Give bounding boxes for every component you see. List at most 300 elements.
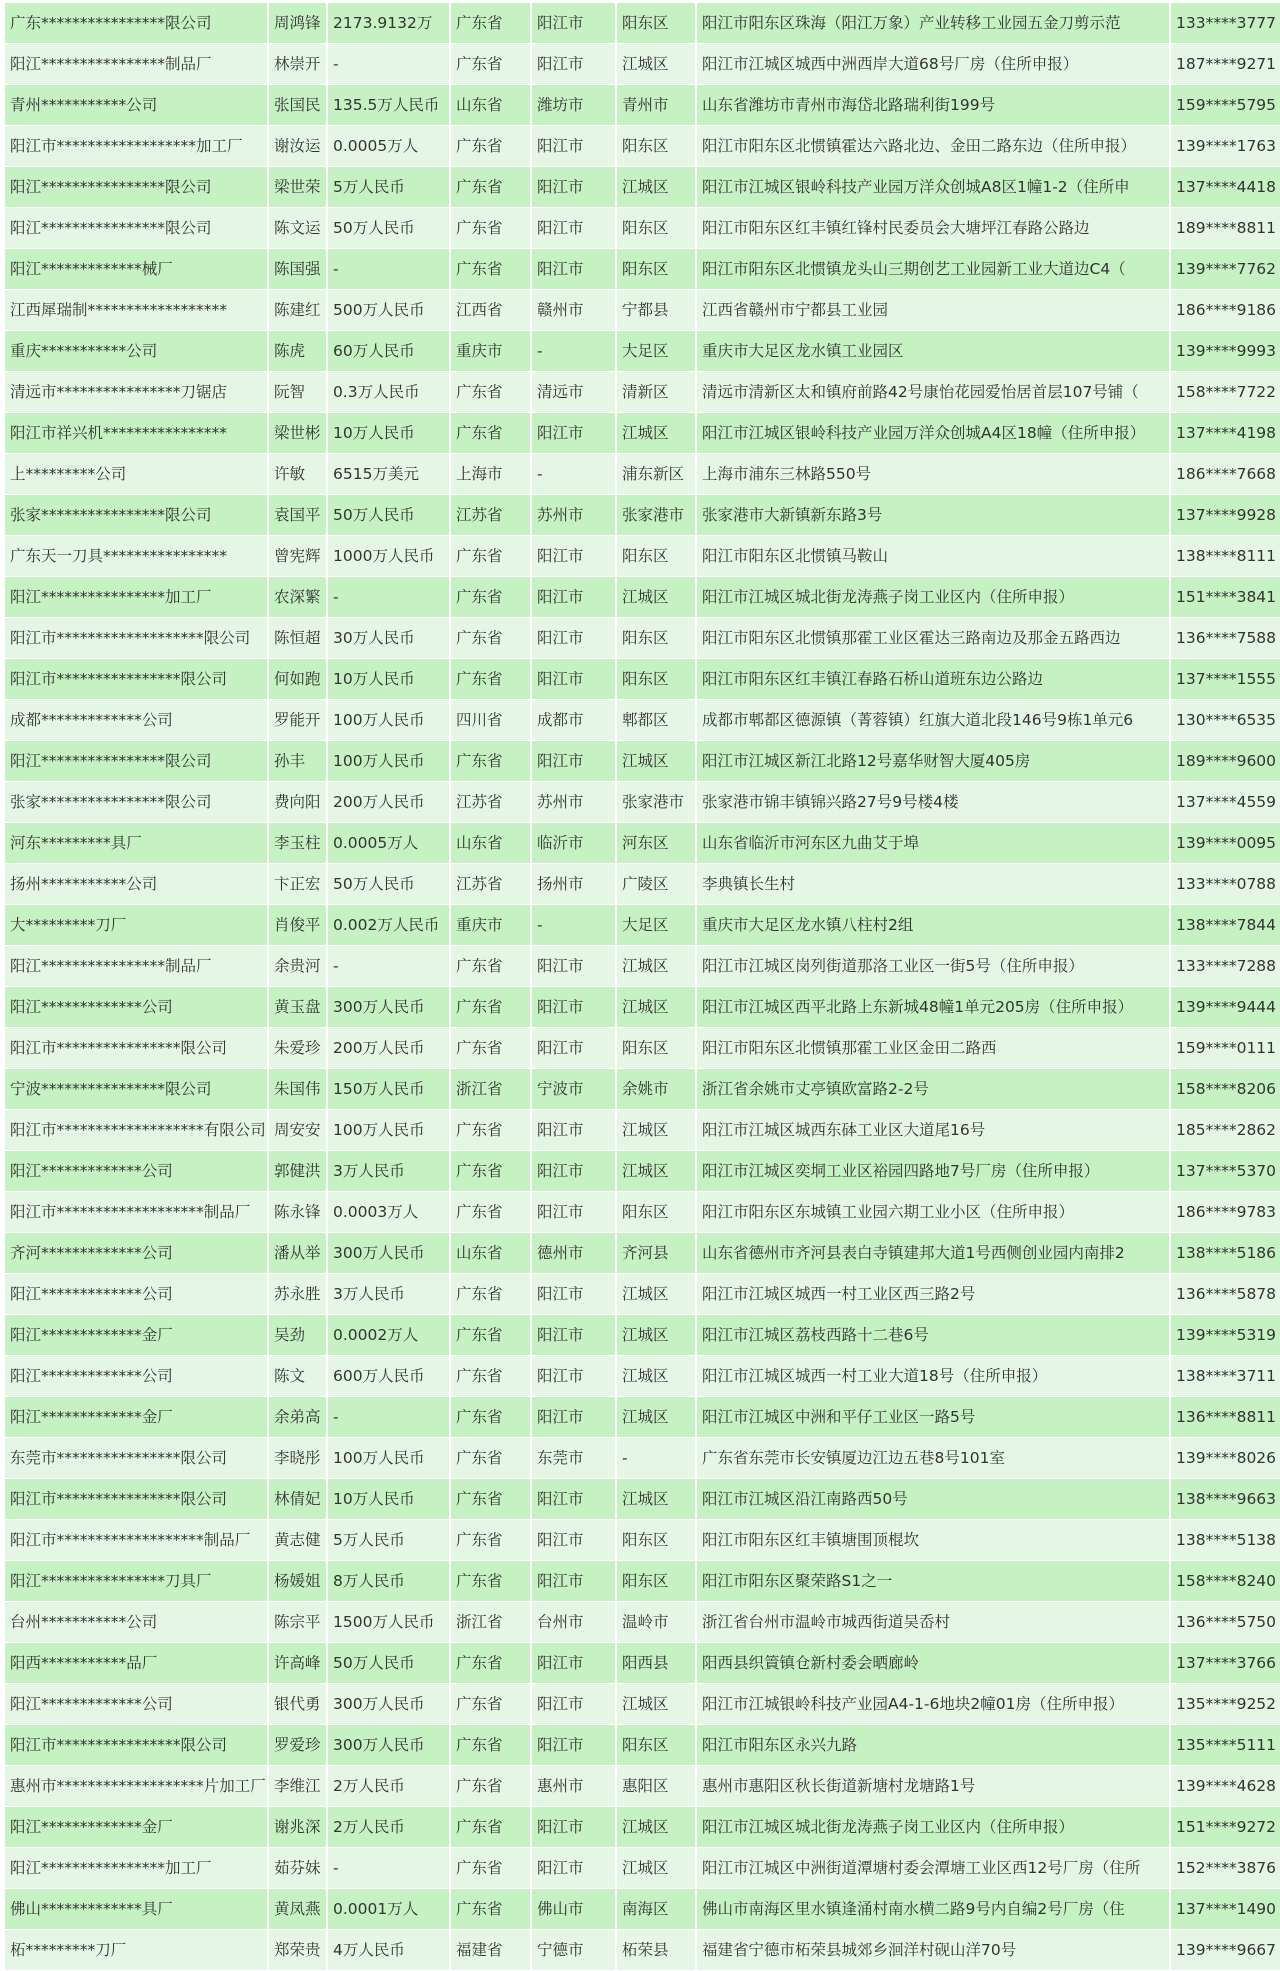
table-row [5,331,1280,372]
address-cell: 阳江市江城区城西一村工业区西三路2号 [697,1274,1169,1315]
company-name-cell: 阳江*************金厂 [5,1807,267,1848]
district-cell: 阳东区 [617,659,695,700]
city-cell: 阳江市 [532,1192,615,1233]
district-cell: 张家港市 [617,782,695,823]
registered-capital-cell: - [328,1397,449,1438]
table-row [5,1766,1280,1807]
table-row [5,208,1280,249]
table-body [5,3,1280,1971]
registered-capital-cell: 300万人民币 [328,1684,449,1725]
city-cell: 德州市 [532,1233,615,1274]
address-cell: 阳江市阳东区东城镇工业园六期工业小区（住所申报） [697,1192,1169,1233]
address-cell: 山东省临沂市河东区九曲艾于埠 [697,823,1169,864]
legal-person-cell: 许敏 [269,454,326,495]
company-name-cell: 阳江市*******************制品厂 [5,1520,267,1561]
district-cell: 南海区 [617,1889,695,1930]
legal-person-cell: 谢兆深 [269,1807,326,1848]
registered-capital-cell: 5万人民币 [328,167,449,208]
phone-cell: 189****9600 [1171,741,1280,782]
legal-person-cell: 费向阳 [269,782,326,823]
registered-capital-cell: 6515万美元 [328,454,449,495]
phone-cell: 158****8240 [1171,1561,1280,1602]
province-cell: 广东省 [451,1315,530,1356]
company-name-cell: 阳江*************金厂 [5,1397,267,1438]
phone-cell: 138****7844 [1171,905,1280,946]
district-cell: 阳东区 [617,208,695,249]
registered-capital-cell: 300万人民币 [328,1725,449,1766]
address-cell: 阳江市江城区银岭科技产业园万洋众创城A8区1幢1-2（住所申 [697,167,1169,208]
company-name-cell: 阳江*************公司 [5,1684,267,1725]
city-cell: 阳江市 [532,946,615,987]
company-name-cell: 阳江*************公司 [5,1274,267,1315]
district-cell: 江城区 [617,1110,695,1151]
city-cell: 阳江市 [532,126,615,167]
legal-person-cell: 余贵河 [269,946,326,987]
province-cell: 江苏省 [451,782,530,823]
table-row [5,987,1280,1028]
province-cell: 广东省 [451,946,530,987]
legal-person-cell: 梁世彬 [269,413,326,454]
city-cell: 潍坊市 [532,85,615,126]
district-cell: 张家港市 [617,495,695,536]
company-name-cell: 齐河*************公司 [5,1233,267,1274]
district-cell: 浦东新区 [617,454,695,495]
phone-cell: 137****4559 [1171,782,1280,823]
company-name-cell: 重庆***********公司 [5,331,267,372]
registered-capital-cell: 100万人民币 [328,1110,449,1151]
province-cell: 广东省 [451,372,530,413]
district-cell: 江城区 [617,413,695,454]
address-cell: 江西省赣州市宁都县工业园 [697,290,1169,331]
address-cell: 阳江市江城区中洲街道潭塘村委会潭塘工业区西12号厂房（住所 [697,1848,1169,1889]
phone-cell: 139****9444 [1171,987,1280,1028]
district-cell: 广陵区 [617,864,695,905]
city-cell: 阳江市 [532,1520,615,1561]
table-row [5,1151,1280,1192]
province-cell: 浙江省 [451,1602,530,1643]
district-cell: 阳东区 [617,3,695,44]
address-cell: 阳江市江城区城北街龙涛燕子岗工业区内（住所申报） [697,1807,1169,1848]
address-cell: 清远市清新区太和镇府前路42号康怡花园爱怡居首层107号铺（ [697,372,1169,413]
legal-person-cell: 罗爱珍 [269,1725,326,1766]
address-cell: 阳江市江城区新江北路12号嘉华财智大厦405房 [697,741,1169,782]
company-name-cell: 阳江****************刀具厂 [5,1561,267,1602]
province-cell: 广东省 [451,1479,530,1520]
registered-capital-cell: 100万人民币 [328,1438,449,1479]
company-name-cell: 河东*********具厂 [5,823,267,864]
registered-capital-cell: 300万人民币 [328,987,449,1028]
district-cell: 江城区 [617,946,695,987]
district-cell: 宁都县 [617,290,695,331]
company-name-cell: 广东****************限公司 [5,3,267,44]
address-cell: 阳江市阳东区北惯镇那霍工业区金田二路西 [697,1028,1169,1069]
legal-person-cell: 郭健洪 [269,1151,326,1192]
city-cell: 阳江市 [532,577,615,618]
legal-person-cell: 周鸿锋 [269,3,326,44]
registered-capital-cell: 2173.9132万 [328,3,449,44]
address-cell: 浙江省余姚市丈亭镇欧富路2-2号 [697,1069,1169,1110]
district-cell: 江城区 [617,1397,695,1438]
district-cell: 大足区 [617,905,695,946]
legal-person-cell: 孙丰 [269,741,326,782]
district-cell: 余姚市 [617,1069,695,1110]
company-name-cell: 张家****************限公司 [5,782,267,823]
province-cell: 广东省 [451,741,530,782]
registered-capital-cell: 3万人民币 [328,1151,449,1192]
phone-cell: 152****3876 [1171,1848,1280,1889]
district-cell: 柘荣县 [617,1930,695,1971]
legal-person-cell: 肖俊平 [269,905,326,946]
legal-person-cell: 周安安 [269,1110,326,1151]
city-cell: 阳江市 [532,741,615,782]
registered-capital-cell: 2万人民币 [328,1807,449,1848]
province-cell: 江苏省 [451,495,530,536]
city-cell: 东莞市 [532,1438,615,1479]
province-cell: 广东省 [451,208,530,249]
legal-person-cell: 苏永胜 [269,1274,326,1315]
legal-person-cell: 郑荣贵 [269,1930,326,1971]
table-row [5,782,1280,823]
legal-person-cell: 罗能开 [269,700,326,741]
company-name-cell: 阳江市****************限公司 [5,659,267,700]
legal-person-cell: 黄玉盘 [269,987,326,1028]
province-cell: 广东省 [451,167,530,208]
table-row [5,167,1280,208]
legal-person-cell: 李维江 [269,1766,326,1807]
registered-capital-cell: 60万人民币 [328,331,449,372]
table-row [5,290,1280,331]
address-cell: 阳江市江城区荔枝西路十二巷6号 [697,1315,1169,1356]
registered-capital-cell: 0.0002万人 [328,1315,449,1356]
table-row [5,700,1280,741]
city-cell: 阳江市 [532,1684,615,1725]
registered-capital-cell: 10万人民币 [328,413,449,454]
phone-cell: 158****8206 [1171,1069,1280,1110]
registered-capital-cell: 50万人民币 [328,495,449,536]
registered-capital-cell: 50万人民币 [328,1643,449,1684]
city-cell: 阳江市 [532,1643,615,1684]
province-cell: 江苏省 [451,864,530,905]
company-name-cell: 张家****************限公司 [5,495,267,536]
address-cell: 阳江市江城区中洲和平仔工业区一路5号 [697,1397,1169,1438]
table-row [5,1397,1280,1438]
district-cell: 阳东区 [617,1520,695,1561]
registered-capital-cell: 1000万人民币 [328,536,449,577]
city-cell: 扬州市 [532,864,615,905]
phone-cell: 139****0095 [1171,823,1280,864]
city-cell: 宁德市 [532,1930,615,1971]
legal-person-cell: 李玉柱 [269,823,326,864]
company-name-cell: 阳江****************限公司 [5,741,267,782]
province-cell: 广东省 [451,987,530,1028]
table-row [5,1274,1280,1315]
city-cell: - [532,905,615,946]
company-name-cell: 上*********公司 [5,454,267,495]
address-cell: 阳江市江城区银岭科技产业园万洋众创城A4区18幢（住所申报） [697,413,1169,454]
company-name-cell: 阳西***********品厂 [5,1643,267,1684]
legal-person-cell: 潘从举 [269,1233,326,1274]
registered-capital-cell: 0.0005万人 [328,823,449,864]
address-cell: 重庆市大足区龙水镇工业园区 [697,331,1169,372]
table-row [5,1315,1280,1356]
company-name-cell: 台州***********公司 [5,1602,267,1643]
table-row [5,1807,1280,1848]
phone-cell: 133****3777 [1171,3,1280,44]
city-cell: 成都市 [532,700,615,741]
company-table [3,3,1280,1971]
phone-cell: 136****5878 [1171,1274,1280,1315]
district-cell: 江城区 [617,44,695,85]
registered-capital-cell: 200万人民币 [328,1028,449,1069]
registered-capital-cell: 150万人民币 [328,1069,449,1110]
legal-person-cell: 朱国伟 [269,1069,326,1110]
address-cell: 阳江市阳东区聚荣路S1之一 [697,1561,1169,1602]
address-cell: 阳江市阳东区北惯镇那霍工业区霍达三路南边及那金五路西边 [697,618,1169,659]
city-cell: 阳江市 [532,1151,615,1192]
legal-person-cell: 曾宪辉 [269,536,326,577]
legal-person-cell: 梁世荣 [269,167,326,208]
phone-cell: 136****5750 [1171,1602,1280,1643]
company-name-cell: 成都*************公司 [5,700,267,741]
registered-capital-cell: - [328,946,449,987]
province-cell: 广东省 [451,126,530,167]
district-cell: 江城区 [617,167,695,208]
legal-person-cell: 林崇开 [269,44,326,85]
company-name-cell: 阳江市*******************有限公司 [5,1110,267,1151]
table-row [5,249,1280,290]
phone-cell: 139****4628 [1171,1766,1280,1807]
table-row [5,372,1280,413]
province-cell: 福建省 [451,1930,530,1971]
province-cell: 广东省 [451,659,530,700]
company-name-cell: 扬州***********公司 [5,864,267,905]
table-row [5,413,1280,454]
registered-capital-cell: 135.5万人民币 [328,85,449,126]
legal-person-cell: 陈虎 [269,331,326,372]
company-name-cell: 东莞市****************限公司 [5,1438,267,1479]
city-cell: 清远市 [532,372,615,413]
province-cell: 广东省 [451,1028,530,1069]
phone-cell: 137****1555 [1171,659,1280,700]
table-row [5,1602,1280,1643]
registered-capital-cell: 100万人民币 [328,741,449,782]
phone-cell: 137****4198 [1171,413,1280,454]
district-cell: 江城区 [617,1315,695,1356]
city-cell: 临沂市 [532,823,615,864]
registered-capital-cell: 10万人民币 [328,659,449,700]
city-cell: 阳江市 [532,987,615,1028]
registered-capital-cell: - [328,577,449,618]
registered-capital-cell: - [328,44,449,85]
address-cell: 阳江市阳东区红丰镇江春路石桥山道班东边公路边 [697,659,1169,700]
phone-cell: 138****5186 [1171,1233,1280,1274]
district-cell: 阳东区 [617,1725,695,1766]
district-cell: 阳东区 [617,126,695,167]
address-cell: 张家港市大新镇新东路3号 [697,495,1169,536]
table-row [5,1725,1280,1766]
legal-person-cell: 陈国强 [269,249,326,290]
phone-cell: 159****5795 [1171,85,1280,126]
district-cell: 齐河县 [617,1233,695,1274]
address-cell: 福建省宁德市柘荣县城郊乡洄洋村砚山洋70号 [697,1930,1169,1971]
table-row [5,1356,1280,1397]
registered-capital-cell: 10万人民币 [328,1479,449,1520]
district-cell: 江城区 [617,741,695,782]
phone-cell: 138****8111 [1171,536,1280,577]
phone-cell: 136****8811 [1171,1397,1280,1438]
address-cell: 阳江市江城区奕垌工业区裕园四路地7号厂房（住所申报） [697,1151,1169,1192]
table-row [5,1438,1280,1479]
city-cell: 赣州市 [532,290,615,331]
district-cell: 温岭市 [617,1602,695,1643]
address-cell: 李典镇长生村 [697,864,1169,905]
legal-person-cell: 朱爱珍 [269,1028,326,1069]
city-cell: 阳江市 [532,3,615,44]
address-cell: 佛山市南海区里水镇逢涌村南水横二路9号内自编2号厂房（住 [697,1889,1169,1930]
registered-capital-cell: 0.0001万人 [328,1889,449,1930]
legal-person-cell: 银代勇 [269,1684,326,1725]
company-name-cell: 阳江市******************加工厂 [5,126,267,167]
address-cell: 阳江市江城区沿江南路西50号 [697,1479,1169,1520]
address-cell: 广东省东莞市长安镇厦边江边五巷8号101室 [697,1438,1169,1479]
table-row [5,577,1280,618]
province-cell: 广东省 [451,413,530,454]
address-cell: 上海市浦东三林路550号 [697,454,1169,495]
province-cell: 广东省 [451,1684,530,1725]
phone-cell: 137****1490 [1171,1889,1280,1930]
address-cell: 阳江市江城区城北街龙涛燕子岗工业区内（住所申报） [697,577,1169,618]
district-cell: 阳东区 [617,1028,695,1069]
province-cell: 广东省 [451,1192,530,1233]
phone-cell: 151****3841 [1171,577,1280,618]
province-cell: 广东省 [451,249,530,290]
legal-person-cell: 陈永锋 [269,1192,326,1233]
phone-cell: 139****1763 [1171,126,1280,167]
table-row [5,1110,1280,1151]
province-cell: 广东省 [451,1438,530,1479]
legal-person-cell: 许高峰 [269,1643,326,1684]
address-cell: 成都市郫都区德源镇（菁蓉镇）红旗大道北段146号9栋1单元6 [697,700,1169,741]
province-cell: 广东省 [451,1725,530,1766]
province-cell: 广东省 [451,536,530,577]
registered-capital-cell: 4万人民币 [328,1930,449,1971]
table-row [5,1848,1280,1889]
city-cell: 阳江市 [532,536,615,577]
province-cell: 广东省 [451,1848,530,1889]
company-name-cell: 阳江市*******************限公司 [5,618,267,659]
city-cell: 阳江市 [532,249,615,290]
legal-person-cell: 谢汝运 [269,126,326,167]
province-cell: 广东省 [451,618,530,659]
district-cell: 江城区 [617,1274,695,1315]
city-cell: 阳江市 [532,1315,615,1356]
registered-capital-cell: 50万人民币 [328,864,449,905]
province-cell: 山东省 [451,85,530,126]
city-cell: 阳江市 [532,1028,615,1069]
city-cell: 阳江市 [532,44,615,85]
province-cell: 广东省 [451,1766,530,1807]
legal-person-cell: 陈文运 [269,208,326,249]
city-cell: 阳江市 [532,618,615,659]
address-cell: 山东省潍坊市青州市海岱北路瑞利街199号 [697,85,1169,126]
phone-cell: 186****9783 [1171,1192,1280,1233]
table-row [5,1643,1280,1684]
phone-cell: 137****4418 [1171,167,1280,208]
phone-cell: 137****9928 [1171,495,1280,536]
table-row [5,1520,1280,1561]
phone-cell: 151****9272 [1171,1807,1280,1848]
phone-cell: 186****7668 [1171,454,1280,495]
registered-capital-cell: 300万人民币 [328,1233,449,1274]
company-name-cell: 阳江市****************限公司 [5,1028,267,1069]
company-name-cell: 阳江市祥兴机**************** [5,413,267,454]
province-cell: 广东省 [451,1889,530,1930]
province-cell: 浙江省 [451,1069,530,1110]
address-cell: 阳江市江城区城西东砵工业区大道尾16号 [697,1110,1169,1151]
table-row [5,741,1280,782]
registered-capital-cell: 3万人民币 [328,1274,449,1315]
district-cell: 江城区 [617,577,695,618]
district-cell: 江城区 [617,987,695,1028]
phone-cell: 185****2862 [1171,1110,1280,1151]
company-name-cell: 青州***********公司 [5,85,267,126]
district-cell: 青州市 [617,85,695,126]
district-cell: 阳西县 [617,1643,695,1684]
table-row [5,905,1280,946]
legal-person-cell: 黄凤燕 [269,1889,326,1930]
district-cell: 阳东区 [617,1192,695,1233]
table-row [5,864,1280,905]
table-row [5,1233,1280,1274]
company-name-cell: 阳江****************加工厂 [5,577,267,618]
city-cell: 阳江市 [532,1561,615,1602]
district-cell: 大足区 [617,331,695,372]
phone-cell: 139****9667 [1171,1930,1280,1971]
registered-capital-cell: 200万人民币 [328,782,449,823]
registered-capital-cell: - [328,249,449,290]
legal-person-cell: 陈宗平 [269,1602,326,1643]
address-cell: 阳江市江城区城西中洲西岸大道68号厂房（住所申报） [697,44,1169,85]
city-cell: 阳江市 [532,1725,615,1766]
phone-cell: 137****5370 [1171,1151,1280,1192]
legal-person-cell: 卞正宏 [269,864,326,905]
address-cell: 阳江市阳东区北惯镇马鞍山 [697,536,1169,577]
province-cell: 山东省 [451,1233,530,1274]
city-cell: 阳江市 [532,1110,615,1151]
phone-cell: 159****0111 [1171,1028,1280,1069]
company-name-cell: 柘*********刀厂 [5,1930,267,1971]
registered-capital-cell: 1500万人民币 [328,1602,449,1643]
legal-person-cell: 茹芬妹 [269,1848,326,1889]
city-cell: 阳江市 [532,413,615,454]
company-name-cell: 阳江****************加工厂 [5,1848,267,1889]
phone-cell: 136****7588 [1171,618,1280,659]
province-cell: 广东省 [451,1520,530,1561]
phone-cell: 189****8811 [1171,208,1280,249]
address-cell: 阳西县织篢镇仓新村委会晒廊岭 [697,1643,1169,1684]
phone-cell: 130****6535 [1171,700,1280,741]
phone-cell: 139****9993 [1171,331,1280,372]
table-row [5,1684,1280,1725]
province-cell: 广东省 [451,1643,530,1684]
company-name-cell: 江西犀瑞制****************** [5,290,267,331]
registered-capital-cell: 0.002万人民币 [328,905,449,946]
district-cell: 阳东区 [617,249,695,290]
table-row [5,536,1280,577]
city-cell: 阳江市 [532,1807,615,1848]
company-name-cell: 佛山*************具厂 [5,1889,267,1930]
registered-capital-cell: 50万人民币 [328,208,449,249]
